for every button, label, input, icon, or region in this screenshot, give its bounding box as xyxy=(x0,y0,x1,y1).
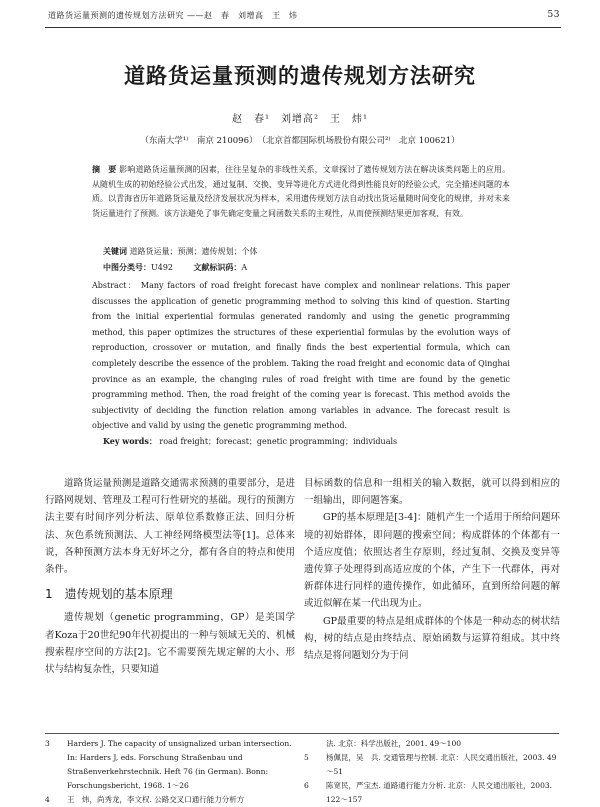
reference-text: 法. 北京：科学出版社，2001. 49～100 xyxy=(326,739,461,748)
clc-label: 中图分类号： xyxy=(103,263,151,272)
continued-paragraph: 目标函数的信息和一组相关的输入数据，就可以得到相应的一组输出，即问题答案。 xyxy=(304,478,560,507)
reference-item xyxy=(45,737,295,793)
abstract-zh-text: 影响道路货运量预测的因素，往往呈复杂的非线性关系，文章探讨了遗传规划方法在解决该类问题上的应用。从随机生成的初始经验公式出发，通过复制、交换、变异等进化方式进化得到性能良好的经验公式，完全描述问题的本质。以青海省历年道路货运量及经济发展状况为样本，采用遗传规划方法自动找出货运量随时间变化的规律，并对未来货运量进行了预测。该方法避免了事先确定变量之间函数关系的主观性，从而使预测结果更加客观、有效。 xyxy=(92,165,511,218)
abstract-en-text: Many factors of road freight forecast have complex and nonlinear relations. This paper discusses the application of genetic programming method to solving this kind of question. Starting from the initial experiential formulas generated randomly and using the genetic programming method, this paper optimizes the structures of these experiential formulas by the evolution ways of reproduction, crossover or mutation, and finally finds the best experiential formula, which can completely describe the essence of the problem. Taking the road freight and economic data of Qinghai province as an example, the changing rules of road freight with time are found by the genetic programming method. Then, the road freight of the coming year is forecast. This method avoids the subjectivity of deciding the function relation among variables in advance. The forecast result is objective and valid by using the genetic programming method. xyxy=(92,281,511,431)
running-header xyxy=(48,10,560,21)
doc-code-label: 文献标识码： xyxy=(193,263,242,272)
reference-text: 杨佩昆，吴 兵. 交通管理与控制. 北京：人民交通出版社，2003. 49～51 xyxy=(326,753,557,776)
classification-line xyxy=(103,262,503,273)
reference-item xyxy=(304,751,560,779)
authors: 赵 春¹ 刘增高² 王 炜¹ xyxy=(231,114,369,125)
reference-number: 4 xyxy=(45,795,50,804)
gp-principle-paragraph: GP的基本原理是[3-4]：随机产生一个适用于所给问题环境的初始群体，即问题的搜索空间；构成群体的个体都有一个适应度值；依照达者生存原则，经过复制、交换及变异等遗传算子处理得到高适应度的个体，产生下一代群体，再对新群体进行同样的遗传操作，如此循环，直到所给问题的解或近似解在某一代出现为止。 xyxy=(304,512,560,610)
reference-text: Harders J. The capacity of unsignalized urban intersection. In: Harders J, eds. Forschung Straßenbau und Straßenverkehrstechnik. Heft 76 (in German). Bonn: Forschungsbericht, 1968. 1～26 xyxy=(67,739,292,790)
running-header-text: 道路货运量预测的遗传规划方法研究 ——赵 春 刘增高 王 炜 xyxy=(48,11,298,20)
footnotes-left xyxy=(45,737,295,807)
keywords-zh-text: 道路货运量；预测；遗传规划；个体 xyxy=(129,247,258,256)
gp-paragraph: 遗传规划（genetic programming，GP）是美国学者Koza于20世纪90年代初提出的一种与领域无关的、机械搜索程序空间的方法[2]。它不需要预先规定解的大小、形状与结构复杂性，只要知道 xyxy=(45,612,295,676)
keywords-en-label: Key words： xyxy=(103,436,157,446)
abstract-zh-label: 摘 要 xyxy=(92,165,117,174)
keywords-chinese xyxy=(103,246,503,257)
abstract-english xyxy=(92,278,510,434)
abstract-chinese xyxy=(92,163,510,221)
gp-feature-paragraph: GP最重要的特点是组成群体的个体是一种动态的树状结构，树的结点是由终结点、原始函数与运算符组成。其中终结点是将问题划分为于问 xyxy=(304,615,560,662)
intro-paragraph: 道路货运量预测是道路交通需求预测的重要部分，是进行路网规划、管理及工程可行性研究的基础。现行的预测方法主要有时间序列分析法、原单位系数修正法、回归分析法、灰色系统预测法、人工神经网络模型法等[1]。总体来说，各种预测方法本身无好坏之分，都有各自的特点和使用条件。 xyxy=(45,478,295,576)
keywords-en-text: road freight；forecast；genetic programming；individuals xyxy=(159,437,398,446)
body-left-column xyxy=(45,475,295,678)
doc-code-value: A xyxy=(241,263,248,272)
keywords-zh-label: 关键词 xyxy=(103,247,127,256)
reference-item xyxy=(304,779,560,807)
page-number: 53 xyxy=(547,10,560,20)
reference-text: 陈宽民，严宝杰. 道路通行能力分析. 北京：人民交通出版社，2003. 122～157 xyxy=(326,781,553,804)
header-rule xyxy=(45,27,561,28)
section-heading: 1 遗传规划的基本原理 xyxy=(45,587,173,602)
reference-number: 3 xyxy=(45,739,50,748)
reference-item xyxy=(304,737,560,751)
reference-number: 6 xyxy=(304,781,309,790)
reference-number xyxy=(304,737,326,751)
footnote-rule xyxy=(45,733,559,734)
abstract-en-label: Abstract： xyxy=(92,281,138,290)
keywords-english xyxy=(103,436,503,447)
affiliations: （东南大学¹⁾ 南京 210096） （北京首都国际机场股份有限公司²⁾ 北京 100621） xyxy=(140,136,460,146)
reference-item xyxy=(45,793,295,807)
clc-value: U492 xyxy=(151,263,174,272)
paper-title: 道路货运量预测的遗传规划方法研究 xyxy=(124,63,476,88)
body-right-column xyxy=(304,475,560,664)
reference-text: 王 炜，尚秀龙，李文权. 公路交叉口通行能力分析方 xyxy=(67,795,245,804)
reference-number: 5 xyxy=(304,753,309,762)
footnotes-right xyxy=(304,737,560,807)
